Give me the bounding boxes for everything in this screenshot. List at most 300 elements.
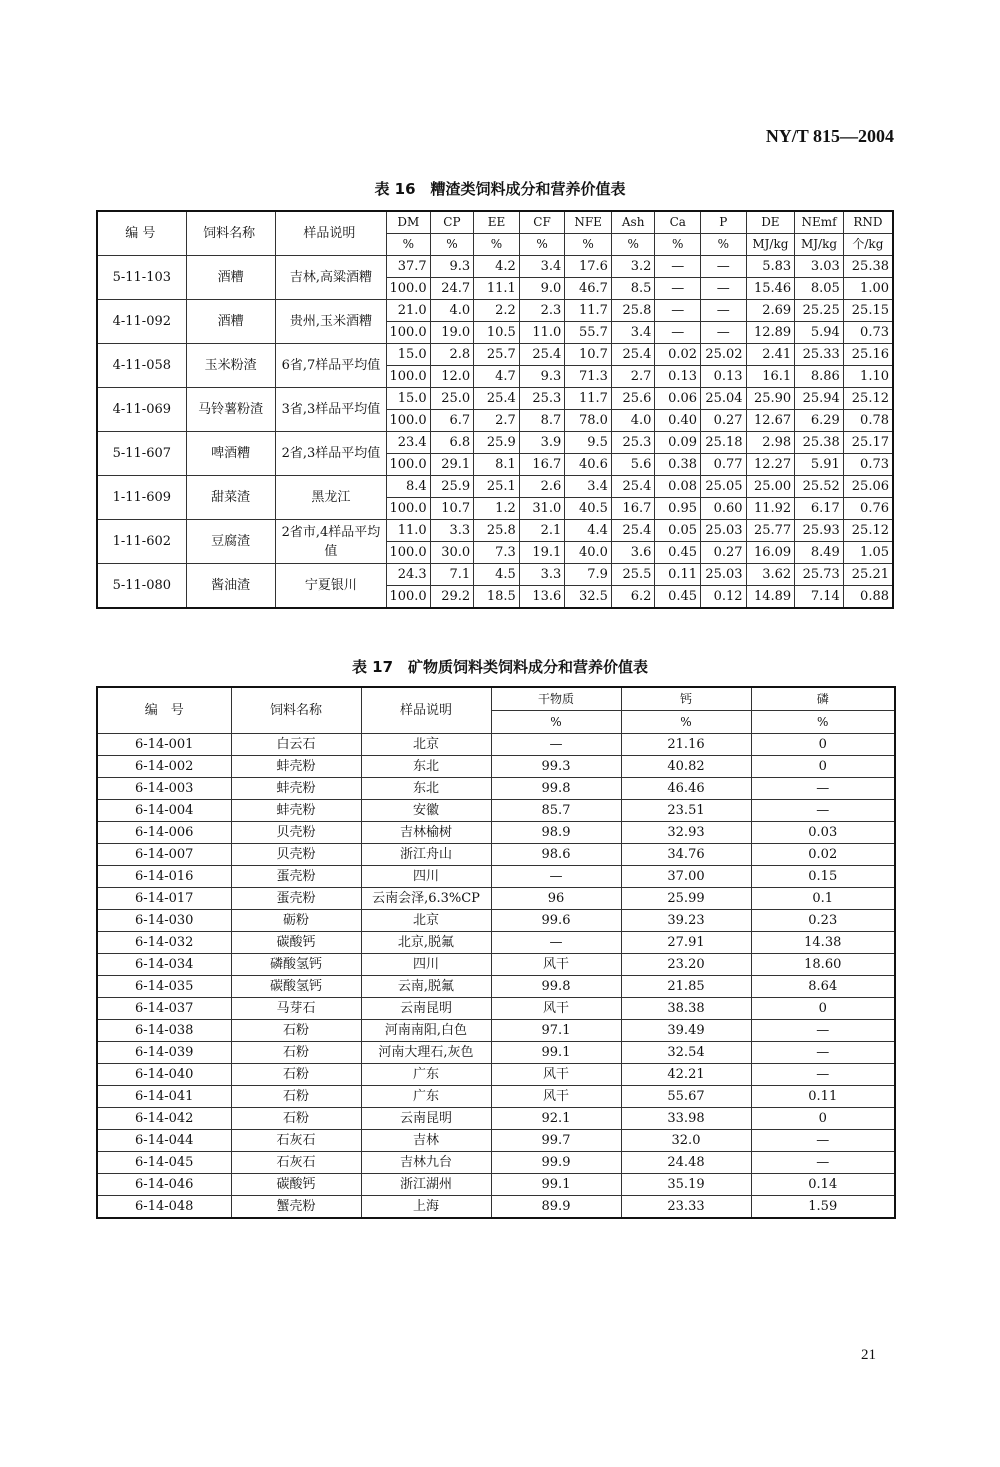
phosphorus-cell: 0.14 xyxy=(751,1174,895,1196)
dry-matter-cell: 风干 xyxy=(491,954,621,976)
calcium-cell: 55.67 xyxy=(621,1086,751,1108)
nutrient-value-cell: 40.0 xyxy=(565,542,612,564)
calcium-cell: 35.19 xyxy=(621,1174,751,1196)
nutrient-value-cell: 4.5 xyxy=(474,564,520,586)
feed-id-cell: 6-14-007 xyxy=(97,844,231,866)
phosphorus-cell: 0.1 xyxy=(751,888,895,910)
feed-name-cell: 马芽石 xyxy=(231,998,361,1020)
nutrient-value-cell: 8.5 xyxy=(611,278,655,300)
nutrient-value-cell: 2.98 xyxy=(746,432,795,454)
sample-desc-cell: 贵州,玉米酒糟 xyxy=(275,300,386,344)
phosphorus-cell: — xyxy=(751,1064,895,1086)
calcium-cell: 25.99 xyxy=(621,888,751,910)
table17-row xyxy=(97,954,895,976)
table16-header-nutrient: DM xyxy=(387,211,431,234)
sample-desc-cell: 上海 xyxy=(361,1196,491,1219)
dry-matter-cell: 97.1 xyxy=(491,1020,621,1042)
nutrient-value-cell: 0.45 xyxy=(655,586,701,609)
table16-header-unit: % xyxy=(565,234,612,256)
dry-matter-cell: 98.9 xyxy=(491,822,621,844)
nutrient-value-cell: 1.05 xyxy=(843,542,893,564)
nutrient-value-cell: 25.38 xyxy=(843,256,893,278)
nutrient-value-cell: 0.12 xyxy=(701,586,747,609)
table17 xyxy=(96,686,896,1219)
nutrient-value-cell: 10.7 xyxy=(565,344,612,366)
nutrient-value-cell: 11.7 xyxy=(565,388,612,410)
table16-row xyxy=(97,476,893,498)
table17-header-name: 饲料名称 xyxy=(231,687,361,734)
phosphorus-cell: 18.60 xyxy=(751,954,895,976)
phosphorus-cell: 0.15 xyxy=(751,866,895,888)
feed-name-cell: 石粉 xyxy=(231,1042,361,1064)
table17-row xyxy=(97,756,895,778)
sample-desc-cell: 吉林,高粱酒糟 xyxy=(275,256,386,300)
table17-row xyxy=(97,998,895,1020)
table17-header-ca: 钙 xyxy=(621,687,751,711)
nutrient-value-cell: 0.77 xyxy=(701,454,747,476)
feed-name-cell: 酱油渣 xyxy=(186,564,275,609)
nutrient-value-cell: 25.9 xyxy=(430,476,474,498)
nutrient-value-cell: 0.08 xyxy=(655,476,701,498)
nutrient-value-cell: 2.41 xyxy=(746,344,795,366)
nutrient-value-cell: 15.0 xyxy=(387,388,431,410)
nutrient-value-cell: 12.89 xyxy=(746,322,795,344)
calcium-cell: 39.49 xyxy=(621,1020,751,1042)
feed-id-cell: 6-14-039 xyxy=(97,1042,231,1064)
feed-name-cell: 贝壳粉 xyxy=(231,822,361,844)
feed-id-cell: 1-11-602 xyxy=(97,520,186,564)
nutrient-value-cell: 25.94 xyxy=(795,388,844,410)
nutrient-value-cell: 25.06 xyxy=(843,476,893,498)
nutrient-value-cell: 3.3 xyxy=(430,520,474,542)
nutrient-value-cell: 16.09 xyxy=(746,542,795,564)
nutrient-value-cell: 3.4 xyxy=(565,476,612,498)
dry-matter-cell: — xyxy=(491,932,621,954)
feed-name-cell: 石灰石 xyxy=(231,1130,361,1152)
calcium-cell: 46.46 xyxy=(621,778,751,800)
table17-row xyxy=(97,734,895,756)
nutrient-value-cell: 18.5 xyxy=(474,586,520,609)
sample-desc-cell: 浙江舟山 xyxy=(361,844,491,866)
dry-matter-cell: — xyxy=(491,866,621,888)
sample-desc-cell: 云南昆明 xyxy=(361,1108,491,1130)
sample-desc-cell: 吉林榆树 xyxy=(361,822,491,844)
nutrient-value-cell: 25.18 xyxy=(701,432,747,454)
feed-name-cell: 贝壳粉 xyxy=(231,844,361,866)
nutrient-value-cell: 0.45 xyxy=(655,542,701,564)
nutrient-value-cell: 4.0 xyxy=(430,300,474,322)
table16-header-name: 饲料名称 xyxy=(186,211,275,256)
sample-desc-cell: 吉林 xyxy=(361,1130,491,1152)
nutrient-value-cell: 31.0 xyxy=(519,498,565,520)
nutrient-value-cell: 5.94 xyxy=(795,322,844,344)
nutrient-value-cell: 25.3 xyxy=(611,432,655,454)
nutrient-value-cell: 25.00 xyxy=(746,476,795,498)
nutrient-value-cell: 15.46 xyxy=(746,278,795,300)
calcium-cell: 23.33 xyxy=(621,1196,751,1219)
sample-desc-cell: 6省,7样品平均值 xyxy=(275,344,386,388)
sample-desc-cell: 黑龙江 xyxy=(275,476,386,520)
feed-id-cell: 6-14-045 xyxy=(97,1152,231,1174)
feed-name-cell: 磷酸氢钙 xyxy=(231,954,361,976)
phosphorus-cell: 14.38 xyxy=(751,932,895,954)
nutrient-value-cell: 25.05 xyxy=(701,476,747,498)
nutrient-value-cell: 24.3 xyxy=(387,564,431,586)
dry-matter-cell: 98.6 xyxy=(491,844,621,866)
nutrient-value-cell: 0.27 xyxy=(701,410,747,432)
sample-desc-cell: 四川 xyxy=(361,954,491,976)
nutrient-value-cell: 29.1 xyxy=(430,454,474,476)
dry-matter-cell: 99.3 xyxy=(491,756,621,778)
phosphorus-cell: — xyxy=(751,1042,895,1064)
sample-desc-cell: 2省市,4样品平均值 xyxy=(275,520,386,564)
nutrient-value-cell: 2.2 xyxy=(474,300,520,322)
feed-id-cell: 6-14-001 xyxy=(97,734,231,756)
phosphorus-cell: 8.64 xyxy=(751,976,895,998)
feed-name-cell: 石灰石 xyxy=(231,1152,361,1174)
nutrient-value-cell: 9.3 xyxy=(430,256,474,278)
table17-row xyxy=(97,1152,895,1174)
nutrient-value-cell: 11.1 xyxy=(474,278,520,300)
calcium-cell: 42.21 xyxy=(621,1064,751,1086)
calcium-cell: 32.93 xyxy=(621,822,751,844)
feed-name-cell: 蚌壳粉 xyxy=(231,756,361,778)
feed-id-cell: 6-14-017 xyxy=(97,888,231,910)
nutrient-value-cell: 0.06 xyxy=(655,388,701,410)
feed-name-cell: 碳酸氢钙 xyxy=(231,976,361,998)
feed-id-cell: 6-14-035 xyxy=(97,976,231,998)
nutrient-value-cell: 7.3 xyxy=(474,542,520,564)
nutrient-value-cell: 21.0 xyxy=(387,300,431,322)
feed-name-cell: 啤酒糟 xyxy=(186,432,275,476)
calcium-cell: 38.38 xyxy=(621,998,751,1020)
table16-header-desc: 样品说明 xyxy=(275,211,386,256)
nutrient-value-cell: 71.3 xyxy=(565,366,612,388)
feed-id-cell: 5-11-607 xyxy=(97,432,186,476)
table16-header-unit: % xyxy=(430,234,474,256)
table16 xyxy=(96,210,894,609)
table17-row xyxy=(97,1108,895,1130)
table17-row xyxy=(97,1130,895,1152)
table16-header-row xyxy=(97,211,893,234)
nutrient-value-cell: 6.8 xyxy=(430,432,474,454)
nutrient-value-cell: 24.7 xyxy=(430,278,474,300)
nutrient-value-cell: 29.2 xyxy=(430,586,474,609)
table17-row xyxy=(97,1086,895,1108)
nutrient-value-cell: 25.16 xyxy=(843,344,893,366)
feed-name-cell: 白云石 xyxy=(231,734,361,756)
table17-row xyxy=(97,888,895,910)
nutrient-value-cell: 25.4 xyxy=(611,344,655,366)
table17-header-unit: % xyxy=(491,711,621,734)
dry-matter-cell: 92.1 xyxy=(491,1108,621,1130)
nutrient-value-cell: 100.0 xyxy=(387,366,431,388)
sample-desc-cell: 吉林九台 xyxy=(361,1152,491,1174)
nutrient-value-cell: 11.0 xyxy=(387,520,431,542)
sample-desc-cell: 东北 xyxy=(361,778,491,800)
table17-row xyxy=(97,844,895,866)
feed-id-cell: 6-14-048 xyxy=(97,1196,231,1219)
nutrient-value-cell: 1.2 xyxy=(474,498,520,520)
feed-id-cell: 5-11-103 xyxy=(97,256,186,300)
phosphorus-cell: — xyxy=(751,1130,895,1152)
nutrient-value-cell: 9.5 xyxy=(565,432,612,454)
nutrient-value-cell: 25.93 xyxy=(795,520,844,542)
sample-desc-cell: 云南会泽,6.3%CP xyxy=(361,888,491,910)
nutrient-value-cell: 1.00 xyxy=(843,278,893,300)
table16-header-unit: MJ/kg xyxy=(746,234,795,256)
nutrient-value-cell: 6.17 xyxy=(795,498,844,520)
feed-name-cell: 酒糟 xyxy=(186,256,275,300)
sample-desc-cell: 河南大理石,灰色 xyxy=(361,1042,491,1064)
nutrient-value-cell: 0.02 xyxy=(655,344,701,366)
nutrient-value-cell: 4.0 xyxy=(611,410,655,432)
nutrient-value-cell: 3.2 xyxy=(611,256,655,278)
nutrient-value-cell: 0.73 xyxy=(843,454,893,476)
nutrient-value-cell: 0.38 xyxy=(655,454,701,476)
phosphorus-cell: — xyxy=(751,800,895,822)
sample-desc-cell: 2省,3样品平均值 xyxy=(275,432,386,476)
nutrient-value-cell: — xyxy=(701,300,747,322)
sample-desc-cell: 安徽 xyxy=(361,800,491,822)
table17-row xyxy=(97,910,895,932)
feed-id-cell: 6-14-032 xyxy=(97,932,231,954)
nutrient-value-cell: 11.0 xyxy=(519,322,565,344)
nutrient-value-cell: 9.0 xyxy=(519,278,565,300)
nutrient-value-cell: 2.6 xyxy=(519,476,565,498)
nutrient-value-cell: 25.25 xyxy=(795,300,844,322)
calcium-cell: 39.23 xyxy=(621,910,751,932)
nutrient-value-cell: 7.9 xyxy=(565,564,612,586)
feed-id-cell: 6-14-006 xyxy=(97,822,231,844)
nutrient-value-cell: 0.76 xyxy=(843,498,893,520)
nutrient-value-cell: 0.11 xyxy=(655,564,701,586)
nutrient-value-cell: — xyxy=(655,322,701,344)
nutrient-value-cell: 25.1 xyxy=(474,476,520,498)
nutrient-value-cell: 23.4 xyxy=(387,432,431,454)
nutrient-value-cell: 0.88 xyxy=(843,586,893,609)
nutrient-value-cell: 55.7 xyxy=(565,322,612,344)
dry-matter-cell: 99.9 xyxy=(491,1152,621,1174)
table16-header-unit: 个/kg xyxy=(843,234,893,256)
sample-desc-cell: 云南,脱氟 xyxy=(361,976,491,998)
nutrient-value-cell: 8.4 xyxy=(387,476,431,498)
table16-header-nutrient: EE xyxy=(474,211,520,234)
feed-id-cell: 1-11-609 xyxy=(97,476,186,520)
nutrient-value-cell: 11.92 xyxy=(746,498,795,520)
nutrient-value-cell: 25.3 xyxy=(519,388,565,410)
nutrient-value-cell: 25.9 xyxy=(474,432,520,454)
nutrient-value-cell: 5.83 xyxy=(746,256,795,278)
feed-name-cell: 石粉 xyxy=(231,1108,361,1130)
nutrient-value-cell: 0.95 xyxy=(655,498,701,520)
table16-header-id: 编 号 xyxy=(97,211,186,256)
phosphorus-cell: 1.59 xyxy=(751,1196,895,1219)
calcium-cell: 33.98 xyxy=(621,1108,751,1130)
table16-header-unit: % xyxy=(655,234,701,256)
sample-desc-cell: 广东 xyxy=(361,1086,491,1108)
table16-header-nutrient: RND xyxy=(843,211,893,234)
feed-id-cell: 6-14-030 xyxy=(97,910,231,932)
calcium-cell: 34.76 xyxy=(621,844,751,866)
calcium-cell: 32.0 xyxy=(621,1130,751,1152)
nutrient-value-cell: 8.05 xyxy=(795,278,844,300)
nutrient-value-cell: 25.4 xyxy=(611,476,655,498)
feed-name-cell: 石粉 xyxy=(231,1086,361,1108)
table16-row xyxy=(97,520,893,542)
table16-header-unit: % xyxy=(519,234,565,256)
nutrient-value-cell: 17.6 xyxy=(565,256,612,278)
nutrient-value-cell: 6.2 xyxy=(611,586,655,609)
table16-header-nutrient: NFE xyxy=(565,211,612,234)
table17-header-id: 编 号 xyxy=(97,687,231,734)
dry-matter-cell: 99.7 xyxy=(491,1130,621,1152)
feed-id-cell: 6-14-037 xyxy=(97,998,231,1020)
nutrient-value-cell: 16.1 xyxy=(746,366,795,388)
nutrient-value-cell: 12.0 xyxy=(430,366,474,388)
phosphorus-cell: 0 xyxy=(751,1108,895,1130)
sample-desc-cell: 北京 xyxy=(361,734,491,756)
nutrient-value-cell: — xyxy=(701,256,747,278)
nutrient-value-cell: 78.0 xyxy=(565,410,612,432)
nutrient-value-cell: 25.5 xyxy=(611,564,655,586)
table17-row xyxy=(97,866,895,888)
dry-matter-cell: 风干 xyxy=(491,1086,621,1108)
dry-matter-cell: 风干 xyxy=(491,998,621,1020)
feed-id-cell: 6-14-002 xyxy=(97,756,231,778)
calcium-cell: 23.20 xyxy=(621,954,751,976)
nutrient-value-cell: 100.0 xyxy=(387,586,431,609)
nutrient-value-cell: 9.3 xyxy=(519,366,565,388)
feed-name-cell: 碳酸钙 xyxy=(231,1174,361,1196)
feed-name-cell: 蚌壳粉 xyxy=(231,778,361,800)
nutrient-value-cell: — xyxy=(655,256,701,278)
feed-id-cell: 6-14-040 xyxy=(97,1064,231,1086)
table16-row xyxy=(97,388,893,410)
table16-header-nutrient: Ash xyxy=(611,211,655,234)
nutrient-value-cell: 3.3 xyxy=(519,564,565,586)
nutrient-value-cell: 2.7 xyxy=(611,366,655,388)
dry-matter-cell: 风干 xyxy=(491,1064,621,1086)
nutrient-value-cell: 15.0 xyxy=(387,344,431,366)
calcium-cell: 37.00 xyxy=(621,866,751,888)
nutrient-value-cell: 25.77 xyxy=(746,520,795,542)
table17-row xyxy=(97,932,895,954)
table16-row xyxy=(97,564,893,586)
table17-row xyxy=(97,800,895,822)
phosphorus-cell: 0.23 xyxy=(751,910,895,932)
sample-desc-cell: 宁夏银川 xyxy=(275,564,386,609)
sample-desc-cell: 北京,脱氟 xyxy=(361,932,491,954)
table17-header-dm: 干物质 xyxy=(491,687,621,711)
nutrient-value-cell: 25.4 xyxy=(474,388,520,410)
nutrient-value-cell: 25.12 xyxy=(843,388,893,410)
nutrient-value-cell: 3.9 xyxy=(519,432,565,454)
feed-id-cell: 6-14-004 xyxy=(97,800,231,822)
nutrient-value-cell: 100.0 xyxy=(387,542,431,564)
nutrient-value-cell: 25.04 xyxy=(701,388,747,410)
nutrient-value-cell: 16.7 xyxy=(611,498,655,520)
nutrient-value-cell: 16.7 xyxy=(519,454,565,476)
nutrient-value-cell: 0.40 xyxy=(655,410,701,432)
feed-name-cell: 蛋壳粉 xyxy=(231,866,361,888)
nutrient-value-cell: 14.89 xyxy=(746,586,795,609)
phosphorus-cell: — xyxy=(751,1152,895,1174)
phosphorus-cell: 0 xyxy=(751,756,895,778)
nutrient-value-cell: 25.17 xyxy=(843,432,893,454)
nutrient-value-cell: — xyxy=(655,300,701,322)
calcium-cell: 40.82 xyxy=(621,756,751,778)
feed-name-cell: 石粉 xyxy=(231,1064,361,1086)
feed-id-cell: 6-14-003 xyxy=(97,778,231,800)
nutrient-value-cell: 25.12 xyxy=(843,520,893,542)
feed-name-cell: 蚌壳粉 xyxy=(231,800,361,822)
nutrient-value-cell: 25.15 xyxy=(843,300,893,322)
nutrient-value-cell: 25.90 xyxy=(746,388,795,410)
nutrient-value-cell: 25.6 xyxy=(611,388,655,410)
standard-code: NY/T 815—2004 xyxy=(765,126,894,146)
nutrient-value-cell: 19.0 xyxy=(430,322,474,344)
nutrient-value-cell: 0.05 xyxy=(655,520,701,542)
nutrient-value-cell: 25.4 xyxy=(519,344,565,366)
nutrient-value-cell: 5.6 xyxy=(611,454,655,476)
nutrient-value-cell: 25.33 xyxy=(795,344,844,366)
sample-desc-cell: 浙江湖州 xyxy=(361,1174,491,1196)
sample-desc-cell: 3省,3样品平均值 xyxy=(275,388,386,432)
nutrient-value-cell: 37.7 xyxy=(387,256,431,278)
feed-name-cell: 玉米粉渣 xyxy=(186,344,275,388)
nutrient-value-cell: 8.7 xyxy=(519,410,565,432)
feed-id-cell: 6-14-038 xyxy=(97,1020,231,1042)
table16-header-nutrient: Ca xyxy=(655,211,701,234)
phosphorus-cell: 0 xyxy=(751,734,895,756)
table17-row xyxy=(97,1196,895,1219)
table16-header-unit: % xyxy=(474,234,520,256)
nutrient-value-cell: 40.5 xyxy=(565,498,612,520)
nutrient-value-cell: 0.13 xyxy=(701,366,747,388)
dry-matter-cell: — xyxy=(491,734,621,756)
dry-matter-cell: 99.8 xyxy=(491,976,621,998)
dry-matter-cell: 96 xyxy=(491,888,621,910)
dry-matter-cell: 99.1 xyxy=(491,1174,621,1196)
nutrient-value-cell: 100.0 xyxy=(387,278,431,300)
nutrient-value-cell: 4.2 xyxy=(474,256,520,278)
nutrient-value-cell: 2.1 xyxy=(519,520,565,542)
table17-row xyxy=(97,1020,895,1042)
table16-header-unit: MJ/kg xyxy=(795,234,844,256)
nutrient-value-cell: 25.7 xyxy=(474,344,520,366)
nutrient-value-cell: 10.7 xyxy=(430,498,474,520)
nutrient-value-cell: 2.8 xyxy=(430,344,474,366)
feed-name-cell: 碳酸钙 xyxy=(231,932,361,954)
sample-desc-cell: 四川 xyxy=(361,866,491,888)
nutrient-value-cell: 12.27 xyxy=(746,454,795,476)
table16-row xyxy=(97,432,893,454)
nutrient-value-cell: 0.09 xyxy=(655,432,701,454)
nutrient-value-cell: 2.3 xyxy=(519,300,565,322)
nutrient-value-cell: 25.4 xyxy=(611,520,655,542)
nutrient-value-cell: 1.10 xyxy=(843,366,893,388)
table17-row xyxy=(97,976,895,998)
nutrient-value-cell: 25.8 xyxy=(611,300,655,322)
feed-name-cell: 蛋壳粉 xyxy=(231,888,361,910)
table16-header-nutrient: CP xyxy=(430,211,474,234)
nutrient-value-cell: 10.5 xyxy=(474,322,520,344)
dry-matter-cell: 99.8 xyxy=(491,778,621,800)
phosphorus-cell: — xyxy=(751,778,895,800)
nutrient-value-cell: 100.0 xyxy=(387,498,431,520)
feed-id-cell: 6-14-042 xyxy=(97,1108,231,1130)
